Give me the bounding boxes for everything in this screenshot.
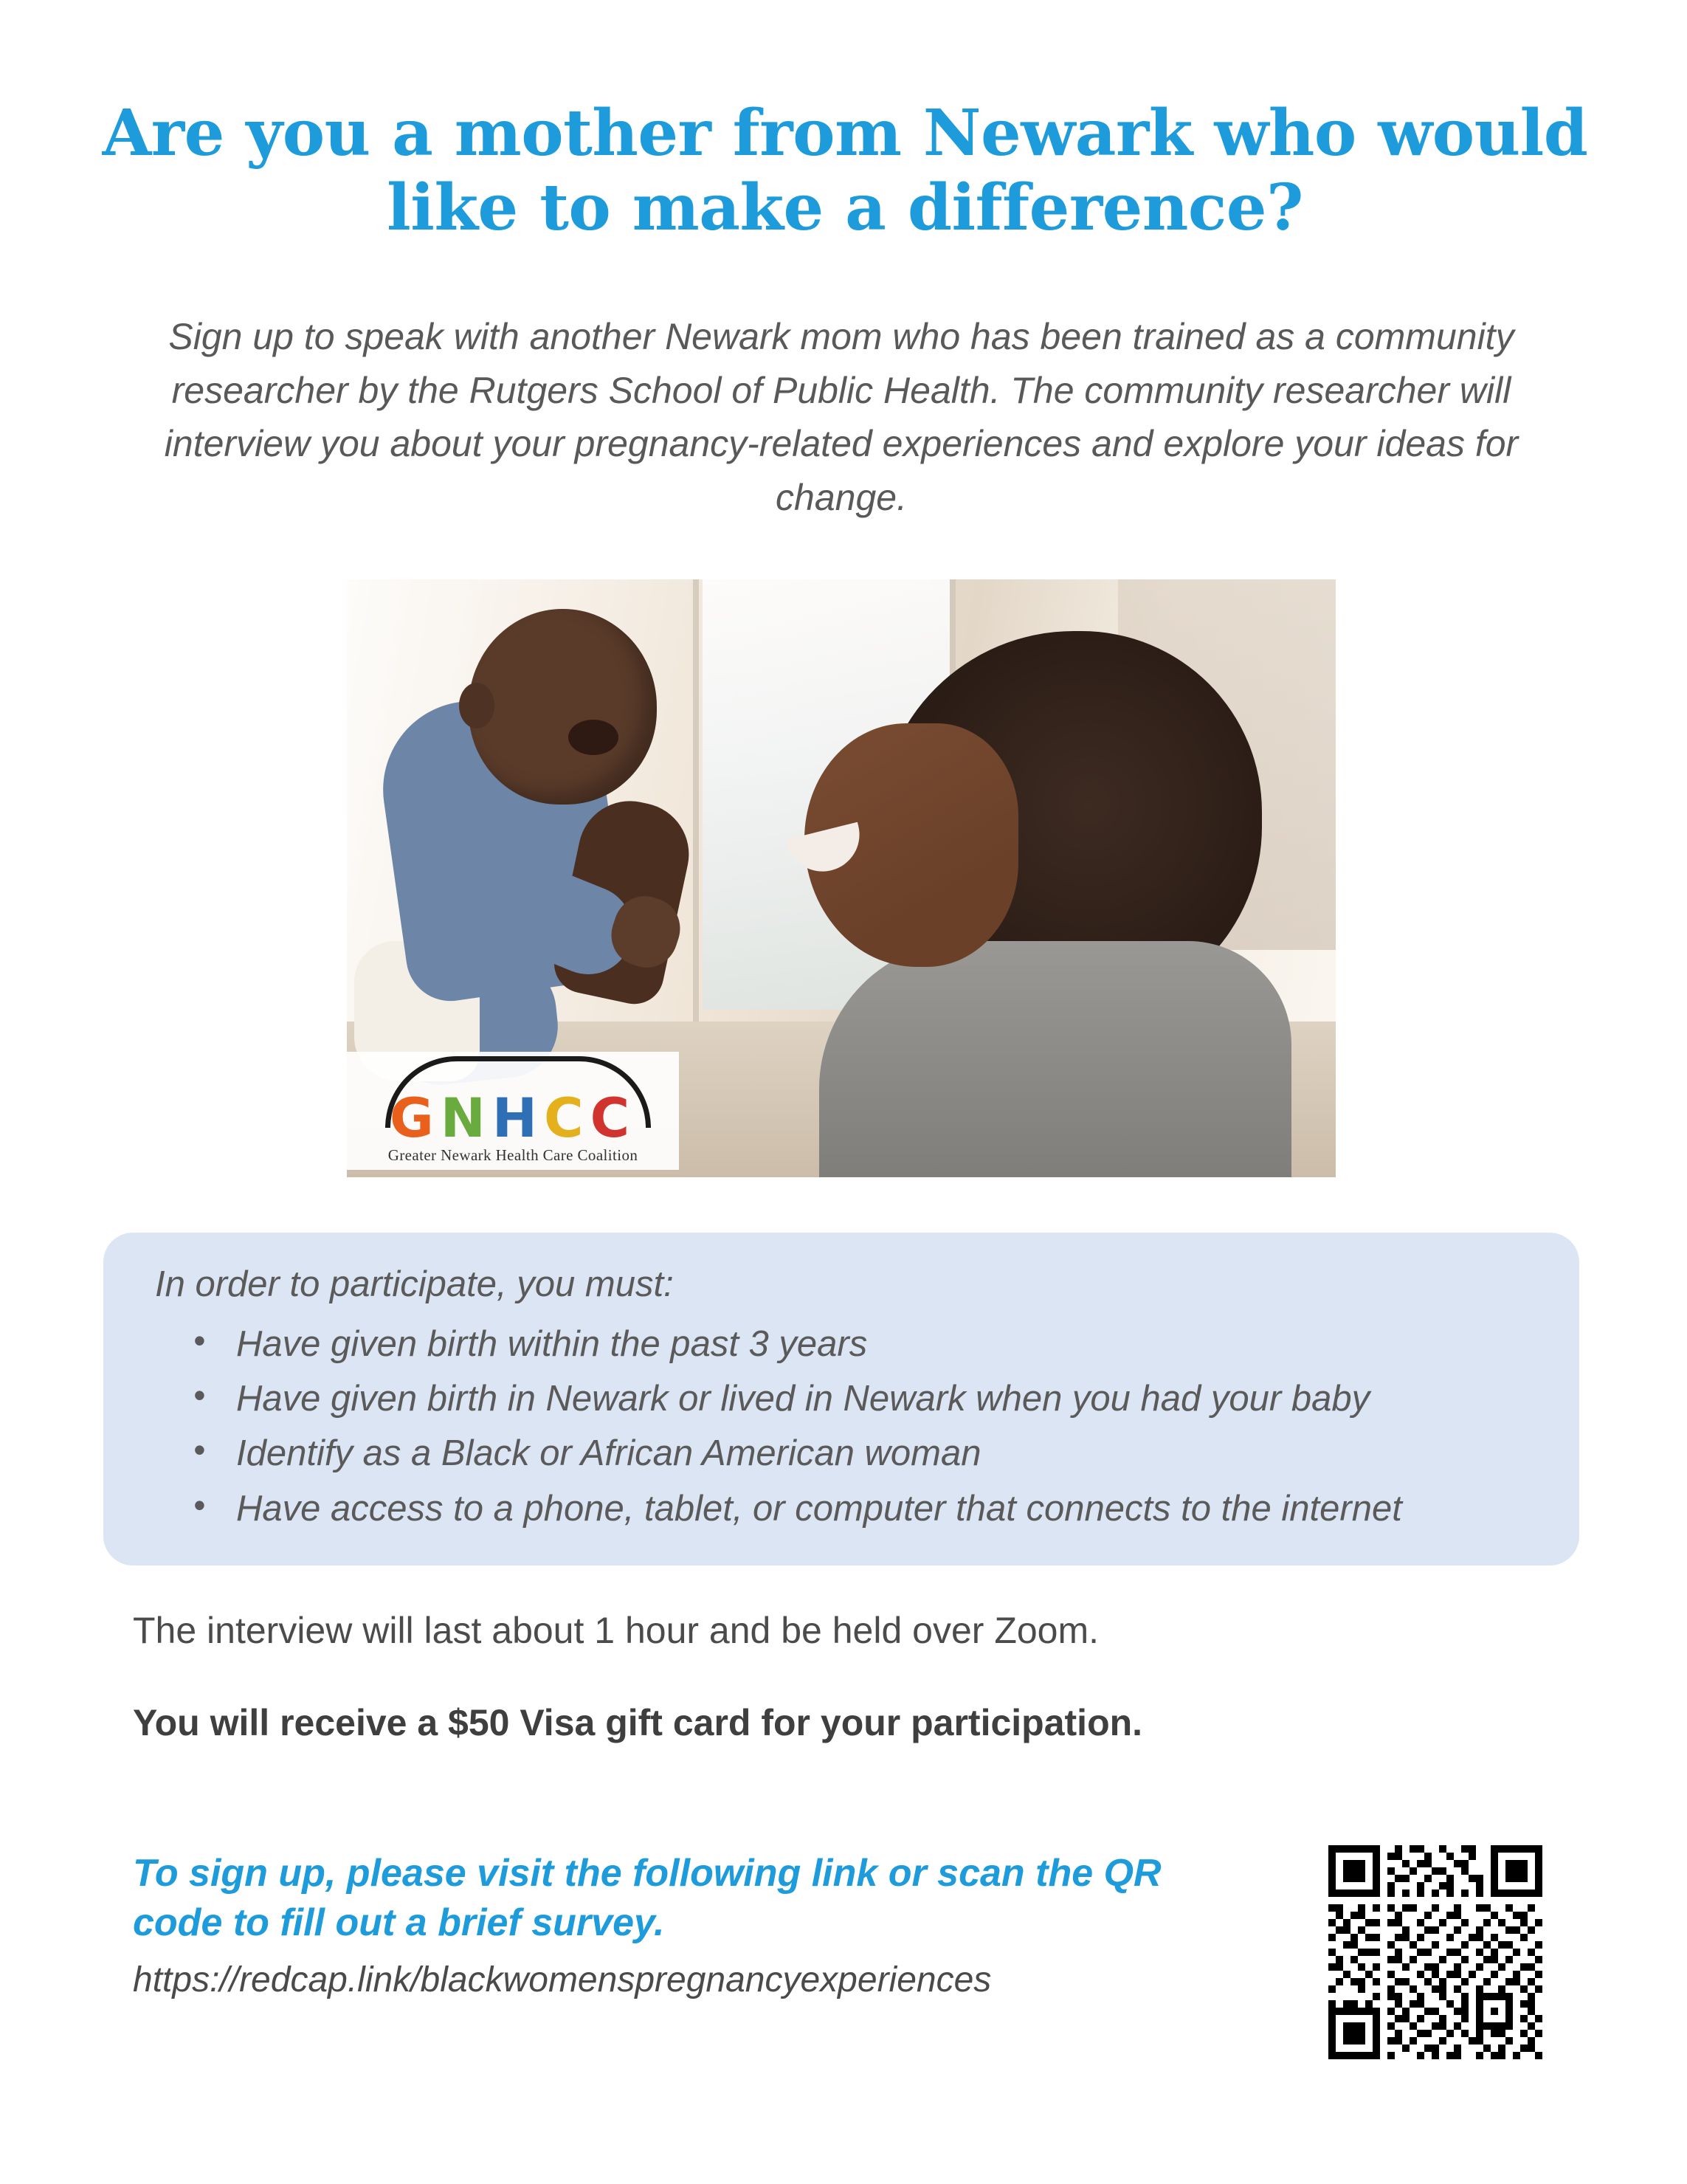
baby-ear [459, 683, 494, 728]
list-item: • Have access to a phone, tablet, or computer that connects to the internet [236, 1481, 1579, 1536]
gift-card-note: You will receive a $50 Visa gift card for your participation. [133, 1702, 1143, 1743]
signup-call-to-action: To sign up, please visit the following link or scan the QR code to fill out a brief survey. [133, 1852, 1162, 1944]
window-frame-left [693, 579, 699, 1022]
logo-letter-h: H [491, 1087, 544, 1150]
interview-duration-note: The interview will last about 1 hour and be held over Zoom. [133, 1610, 1100, 1651]
list-item: • Have given birth within the past 3 years [236, 1317, 1579, 1371]
mother-body [819, 941, 1291, 1177]
signup-link[interactable]: https://redcap.link/blackwomenspregnancyexperiences [133, 1960, 992, 1999]
eligibility-list [103, 1317, 1579, 1537]
gnhcc-logo [347, 1052, 679, 1170]
eligibility-lead: In order to participate, you must: [155, 1264, 674, 1304]
logo-tagline: Greater Newark Health Care Coalition [387, 1146, 638, 1164]
qr-code[interactable] [1328, 1845, 1542, 2059]
logo-letters [347, 1087, 679, 1150]
logo-letter-c2: C [590, 1087, 637, 1150]
logo-letter-g: G [389, 1087, 441, 1150]
logo-letter-n: N [440, 1087, 492, 1150]
eligibility-panel [103, 1233, 1579, 1565]
logo-letter-c1: C [543, 1087, 590, 1150]
page-title: Are you a mother from Newark who would like to make a difference? [102, 96, 1588, 246]
intro-paragraph: Sign up to speak with another Newark mom who has been trained as a community researcher by the Rutgers School of Public Health. The community researcher will interview you about your pregnancy-related experiences and explore your ideas for change. [164, 316, 1519, 518]
baby-open-mouth [568, 720, 618, 755]
list-item: • Have given birth in Newark or lived in Newark when you had your baby [236, 1371, 1579, 1426]
qr-code-icon [1328, 1845, 1542, 2059]
list-item: • Identify as a Black or African American woman [236, 1426, 1579, 1481]
baby-head [469, 609, 657, 805]
